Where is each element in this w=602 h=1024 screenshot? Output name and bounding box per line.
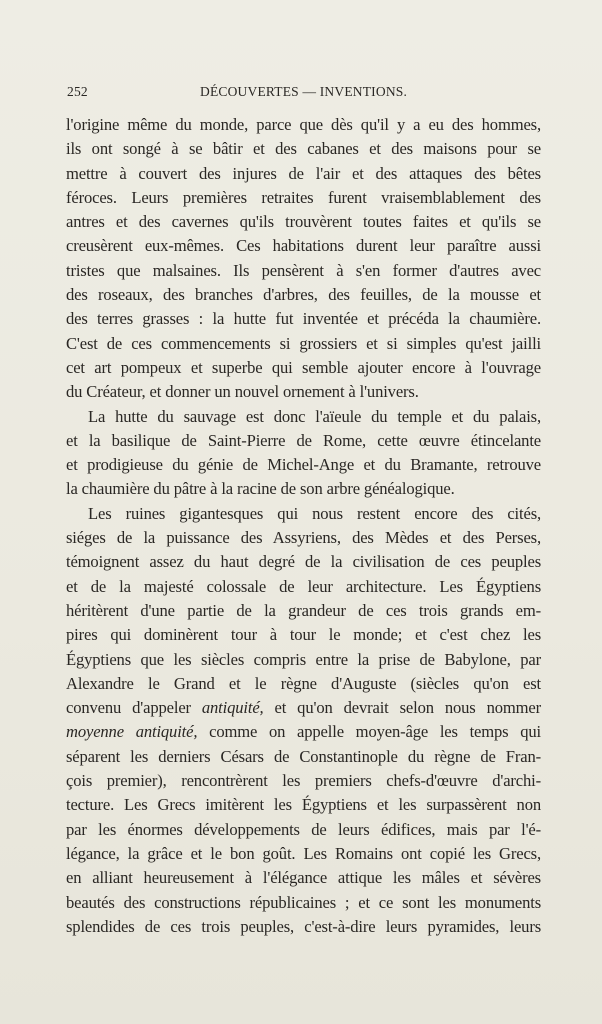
text-line [66, 672, 541, 696]
text-run: antres et des cavernes qu'ils trouvèrent toutes faites et qu'ils se [66, 212, 541, 232]
text-line [66, 526, 541, 550]
text-run: la chaumière du pâtre à la racine de son arbre généalogique. [66, 479, 455, 499]
body-text [66, 113, 541, 939]
text-run: et qu'on devrait selon nous nommer [263, 698, 541, 718]
italic-text: antiquité, [201, 698, 264, 718]
text-run: par les énormes développements de leurs édifices, mais par l'é- [66, 819, 541, 839]
text-line [66, 599, 541, 623]
text-line [66, 234, 541, 258]
text-run: çois premier), rencontrèrent les premiers chefs-d'œuvre d'archi- [66, 771, 541, 791]
text-run: cet art pompeux et superbe qui semble ajouter encore à l'ouvrage [66, 357, 541, 377]
text-line [66, 210, 541, 234]
page-number: 252 [67, 84, 88, 99]
text-line [66, 113, 541, 137]
text-run: des roseaux, des branches d'arbres, des feuilles, de la mousse et [66, 285, 541, 305]
text-line [66, 891, 541, 915]
text-run: et la basilique de Saint-Pierre de Rome, cette œuvre étincelante [66, 430, 541, 450]
text-line [66, 769, 541, 793]
text-run: des terres grasses : la hutte fut inventée et précéda la chaumière. [66, 309, 541, 329]
text-line [66, 405, 541, 429]
text-line [66, 793, 541, 817]
text-run: La hutte du sauvage est donc l'aïeule du temple et du palais, [88, 406, 541, 426]
text-run: et de la majesté colossale de leur architecture. Les Égyptiens [66, 576, 541, 596]
text-line [66, 696, 541, 720]
running-title: DÉCOUVERTES — INVENTIONS. [200, 84, 408, 99]
text-line [66, 162, 541, 186]
text-line [66, 502, 541, 526]
text-line [66, 186, 541, 210]
text-run: tristes que malsaines. Ils pensèrent à s'en former d'autres avec [66, 260, 541, 280]
text-run: Les ruines gigantesques qui nous restent encore des cités, [88, 503, 541, 523]
text-line [66, 842, 541, 866]
text-run: comme on appelle moyen-âge les temps qui [197, 722, 541, 742]
text-run: Égyptiens que les siècles compris entre la prise de Babylone, par [66, 649, 541, 669]
text-run: tecture. Les Grecs imitèrent les Égyptiens et les surpassèrent non [66, 795, 541, 815]
text-line [66, 720, 541, 744]
text-line [66, 259, 541, 283]
text-run: siéges de la puissance des Assyriens, des Mèdes et des Perses, [66, 528, 541, 548]
text-line [66, 550, 541, 574]
text-line [66, 429, 541, 453]
text-run: en alliant heureusement à l'élégance attique les mâles et sévères [66, 868, 541, 888]
text-run: creusèrent eux-mêmes. Ces habitations durent leur paraître aussi [66, 236, 541, 256]
text-line [66, 623, 541, 647]
text-line [66, 283, 541, 307]
text-run: pires qui dominèrent tour à tour le monde; et c'est chez les [66, 625, 541, 645]
text-run: et prodigieuse du génie de Michel-Ange et du Bramante, retrouve [66, 455, 541, 475]
italic-text: moyenne antiquité, [66, 722, 198, 742]
text-line [66, 307, 541, 331]
text-run: féroces. Leurs premières retraites furent vraisemblablement des [66, 187, 541, 207]
text-run: beautés des constructions républicaines ; et ce sont les monuments [66, 892, 541, 912]
text-run: témoignent assez du haut degré de la civilisation de ces peuples [66, 552, 541, 572]
text-line [66, 915, 541, 939]
text-run: mettre à couvert des injures de l'air et des attaques des bêtes [66, 163, 541, 183]
text-line [66, 137, 541, 161]
text-run: héritèrent d'une partie de la grandeur de ces trois grands em- [66, 600, 541, 620]
text-run: C'est de ces commencements si grossiers et si simples qu'est jailli [66, 333, 541, 353]
page-header [67, 84, 542, 104]
text-line [66, 477, 541, 501]
text-run: convenu d'appeler [66, 698, 202, 718]
text-line [66, 745, 541, 769]
text-line [66, 380, 541, 404]
text-line [66, 453, 541, 477]
text-run: splendides de ces trois peuples, c'est-à-dire leurs pyramides, leurs [66, 916, 541, 936]
text-run: l'origine même du monde, parce que dès qu'il y a eu des hommes, [66, 115, 541, 134]
text-run: ils ont songé à se bâtir et des cabanes et des maisons pour se [66, 139, 541, 159]
text-line [66, 575, 541, 599]
text-line [66, 818, 541, 842]
text-run: séparent les derniers Césars de Constantinople du règne de Fran- [66, 746, 541, 766]
text-line [66, 356, 541, 380]
text-line [66, 332, 541, 356]
text-line [66, 866, 541, 890]
text-run: Alexandre le Grand et le règne d'Auguste (siècles qu'on est [66, 673, 541, 693]
text-run: du Créateur, et donner un nouvel ornement à l'univers. [66, 382, 419, 402]
text-line [66, 648, 541, 672]
text-run: légance, la grâce et le bon goût. Les Romains ont copié les Grecs, [66, 843, 541, 863]
